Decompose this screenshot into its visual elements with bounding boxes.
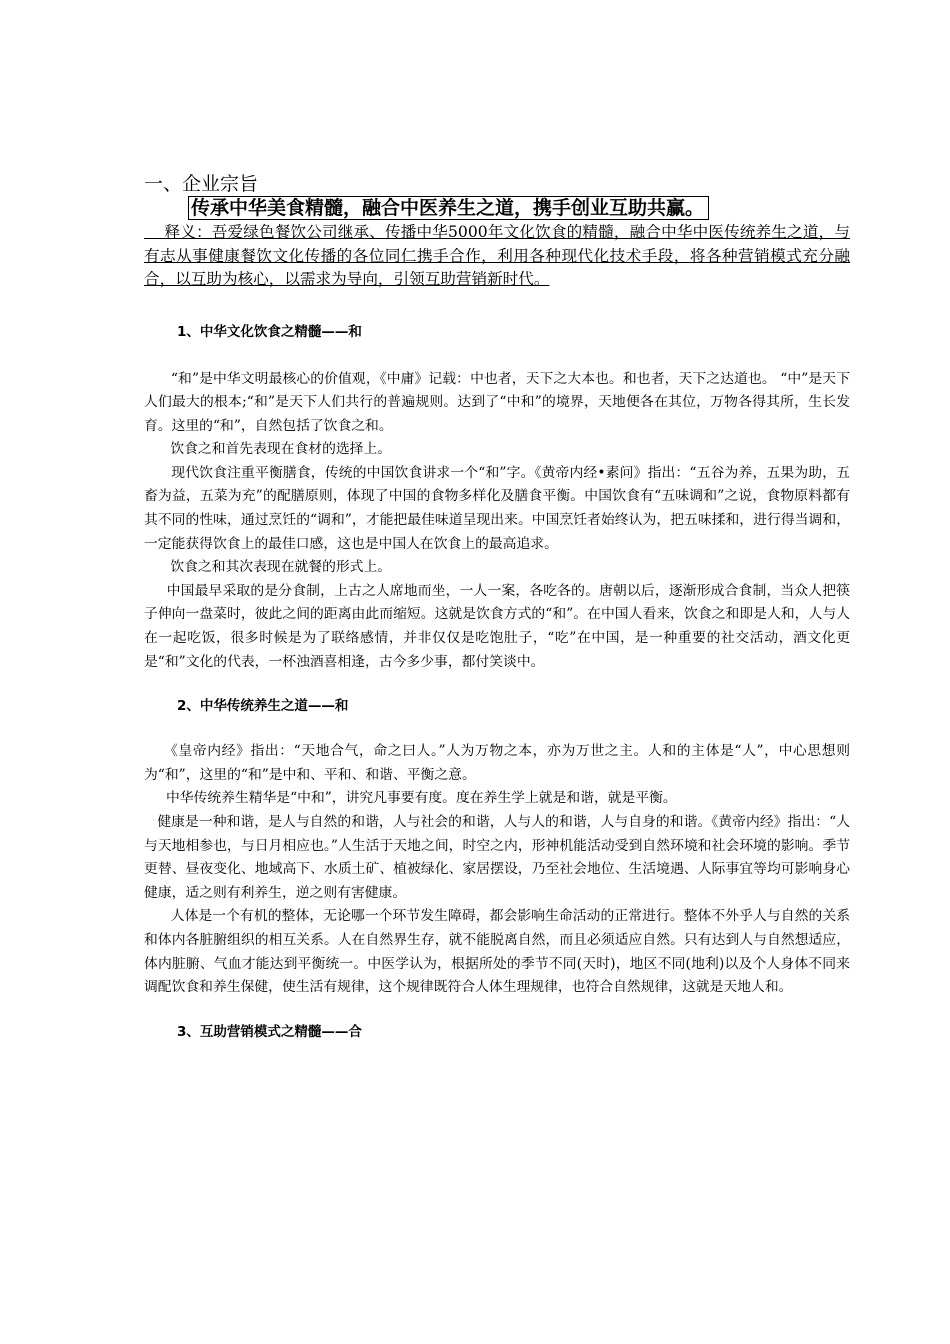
paragraph: 人体是一个有机的整体，无论哪一个环节发生障碍，都会影响生命活动的正常进行。整体不外乎人与自然的关系和体内各脏腑组织的相互关系。人在自然界生存，就不能脱离自然，而且必须适应自然。只有达到人与自然想适应，体内脏腑、气血才能达到平衡统一。中医学认为，根据所处的季节不同(天时)，地区不同(地利)以及个人身体不同来调配饮食和养生保健，使生活有规律，这个规律既符合人体生理规律，也符合自然规律，这就是天地人和。 <box>144 908 850 996</box>
subsection-title-2: 2、中华传统养生之道——和 <box>177 698 349 715</box>
paragraph: 中华传统养生精华是“中和”，讲究凡事要有度。度在养生学上就是和谐，就是平衡。 <box>144 790 677 807</box>
paragraph: 现代饮食注重平衡膳食，传统的中国饮食讲求一个“和”字。《黄帝内经•素问》指出：“五谷为养，五果为助，五畜为益，五菜为充”的配膳原则，体现了中国的食物多样化及膳食平衡。中国饮食有“五味调和”之说，食物原料都有其不同的性味，通过烹饪的“调和”，才能把最佳味道呈现出来。中国烹饪者始终认为，把五味揉和，进行得当调和，一定能获得饮食上的最佳口感，这也是中国人在饮食上的最高追求。 <box>144 464 850 552</box>
company-motto: 传承中华美食精髓，融合中医养生之道，携手创业互助共赢。 <box>188 196 709 220</box>
subsection-title-1: 1、中华文化饮食之精髓——和 <box>177 323 362 340</box>
paragraph: 饮食之和首先表现在食材的选择上。 <box>144 441 392 458</box>
paragraph: 饮食之和其次表现在就餐的形式上。 <box>144 559 392 576</box>
section-heading: 一、企业宗旨 <box>144 173 259 195</box>
paragraph: 健康是一种和谐，是人与自然的和谐，人与社会的和谐，人与人的和谐，人与自身的和谐。《黄帝内经》指出：“人与天地相参也，与日月相应也。”人生活于天地之间，时空之内，形神机能活动受到自然环境和社会环境的影响。季节更替、昼夜变化、地域高下、水质土矿、植被绿化、家居摆设，乃至社会地位、生活境遇、人际事宜等均可影响身心健康，适之则有利养生，逆之则有害健康。 <box>144 814 850 901</box>
document-body <box>144 172 850 1042</box>
motto-interpretation: 释义：吾爱绿色餐饮公司继承、传播中华5000年文化饮食的精髓，融合中华中医传统养生之道，与有志从事健康餐饮文化传播的各位同仁携手合作，利用各种现代化技术手段，将各种营销模式充分融合，以互助为核心，以需求为导向，引领互助营销新时代。 <box>144 223 851 288</box>
subsection-title-3: 3、互助营销模式之精髓——合 <box>177 1023 362 1040</box>
paragraph: 《皇帝内经》指出：“天地合气，命之曰人。”人为万物之本，亦为万世之主。人和的主体是“人”，中心思想则为“和”，这里的“和”是中和、平和、和谐、平衡之意。 <box>144 743 850 783</box>
paragraph: “和”是中华文明最核心的价值观，《中庸》记载：中也者，天下之大本也。和也者，天下之达道也。 “中”是天下人们最大的根本;“和”是天下人们共行的普遍规则。达到了“中和”的境界，天地便各在其位，万物各得其所，生长发育。这里的“和”，自然包括了饮食之和。 <box>144 370 850 434</box>
paragraph: 中国最早采取的是分食制，上古之人席地而坐，一人一案，各吃各的。唐朝以后，逐渐形成合食制，当众人把筷子伸向一盘菜时，彼此之间的距离由此而缩短。这就是饮食方式的“和”。在中国人看来，饮食之和即是人和，人与人在一起吃饭，很多时候是为了联络感情，并非仅仅是吃饱肚子，“吃”在中国，是一种重要的社交活动，酒文化更是“和”文化的代表，一杯浊酒喜相逢，古今多少事，都付笑谈中。 <box>144 582 850 670</box>
